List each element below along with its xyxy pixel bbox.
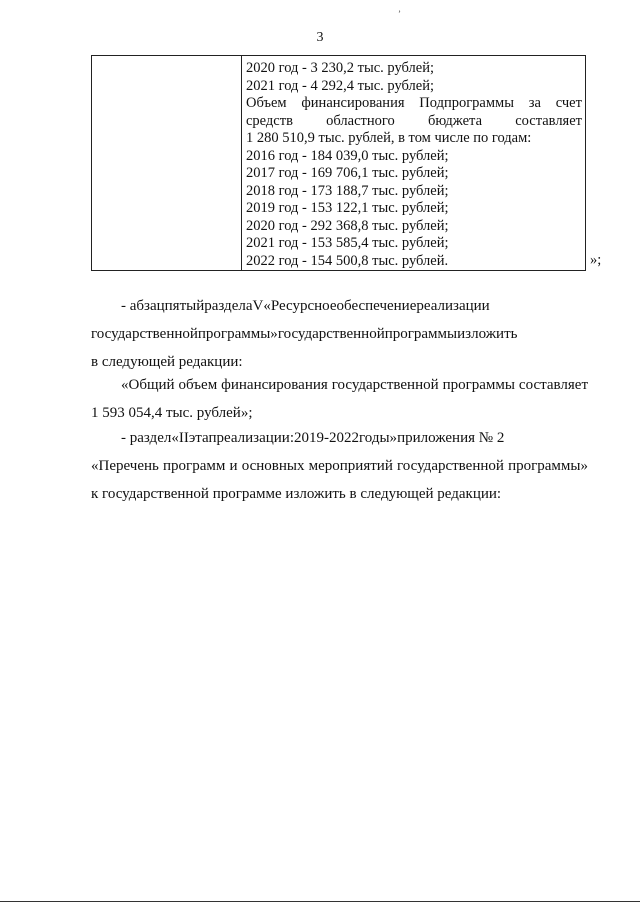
p3-line-3: к государственной программе изложить в следующей редакции: <box>91 486 502 502</box>
page-number: 3 <box>316 30 324 45</box>
word: годы» <box>359 430 398 446</box>
word: финансирования <box>301 95 405 111</box>
word: Подпрограммы <box>419 95 514 111</box>
table-line-2021: 2021 год - 4 292,4 тыс. рублей; <box>246 77 434 94</box>
year-line-2017: 2017 год - 169 706,1 тыс. рублей; <box>246 165 449 181</box>
word: приложения № 2 <box>397 430 505 446</box>
paragraph-stage-ii <box>91 424 588 508</box>
word: - абзац <box>121 298 165 314</box>
closing-quote: »; <box>590 252 602 268</box>
scan-speck: ’ <box>398 9 401 19</box>
word: составляет <box>515 112 582 129</box>
p2-line-1: «Общий объем финансирования государственной программы составляет <box>121 377 588 393</box>
word: программы <box>384 326 458 342</box>
word: - раздел <box>121 430 172 446</box>
p3-line-1 <box>91 424 588 452</box>
word: счет <box>555 95 582 111</box>
table-left-cell <box>92 56 242 270</box>
table-line-2020: 2020 год - 3 230,2 тыс. рублей; <box>246 60 434 76</box>
paragraph-total-volume <box>91 371 588 427</box>
word: изложить <box>457 326 518 342</box>
page-bottom-edge <box>0 901 640 902</box>
year-line-2020: 2020 год - 292 368,8 тыс. рублей; <box>246 217 449 234</box>
volume-line-2 <box>246 113 582 131</box>
year-line-2021: 2021 год - 153 585,4 тыс. рублей; <box>246 235 449 251</box>
paragraph-section-v <box>91 292 588 376</box>
word: программы» <box>197 326 278 342</box>
year-line-2022: 2022 год - 154 500,8 тыс. рублей. <box>246 252 449 269</box>
word: Объем <box>246 95 287 111</box>
year-line-2016: 2016 год - 184 039,0 тыс. рублей; <box>246 147 449 164</box>
p3-line-2: «Перечень программ и основных мероприятий государственной программы» <box>91 458 588 474</box>
word: бюджета <box>427 112 483 129</box>
word: государственной <box>91 326 198 342</box>
volume-line-1 <box>246 95 582 113</box>
word: за <box>528 95 541 111</box>
word: реализации <box>416 298 490 314</box>
volume-line-3: 1 280 510,9 тыс. рублей, в том числе по годам: <box>246 130 532 146</box>
year-line-2018: 2018 год - 173 188,7 тыс. рублей; <box>246 182 449 199</box>
word: обеспечение <box>336 298 417 314</box>
p2-line-2: 1 593 054,4 тыс. рублей»; <box>91 405 253 421</box>
p1-line-3: в следующей редакции: <box>91 354 243 370</box>
table-right-cell <box>246 60 582 270</box>
word: реализации: <box>216 430 294 446</box>
word: областного <box>326 112 395 129</box>
word: этап <box>188 430 217 446</box>
p1-line-2 <box>91 320 588 348</box>
word: пятый <box>164 298 205 314</box>
word: 2019-2022 <box>294 430 359 446</box>
p1-line-1 <box>91 292 588 320</box>
word: «Ресурсное <box>263 298 337 314</box>
year-line-2019: 2019 год - 153 122,1 тыс. рублей; <box>246 200 449 216</box>
word: «II <box>171 430 189 446</box>
word: раздела <box>204 298 253 314</box>
financing-table <box>91 55 586 271</box>
word: государственной <box>277 326 385 342</box>
word: средств <box>246 112 293 129</box>
word: V <box>252 298 264 314</box>
